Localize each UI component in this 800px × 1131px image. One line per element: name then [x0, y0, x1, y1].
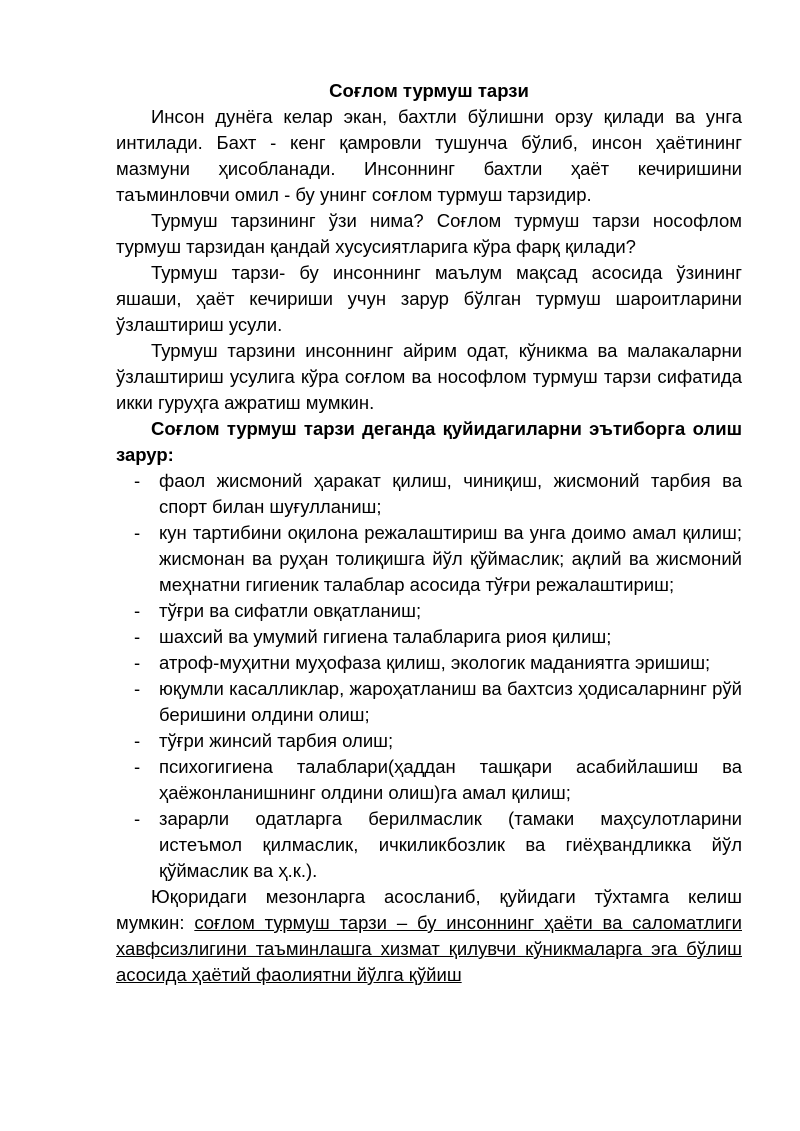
bullet-marker: -	[134, 678, 141, 699]
list-item-text: кун тартибини оқилона режалаштириш ва унга доимо амал қилиш; жисмонан ва руҳан толиқишга йўл қўймаслик; ақлий ва жисмоний меҳнатни гигиеник талаблар асосида тўғри режалаштириш;	[159, 522, 742, 595]
list-item-text: фаол жисмоний ҳаракат қилиш, чиниқиш, жисмоний тарбия ва спорт билан шуғулланиш;	[159, 470, 742, 517]
list-item-text: психогигиена талаблари(ҳаддан ташқари асабийлашиш ва ҳаёжонланишнинг олдини олиш)га амал қилиш;	[159, 756, 742, 803]
list-item	[116, 468, 742, 520]
list-item	[116, 754, 742, 806]
list-item	[116, 728, 742, 754]
paragraph-3: Турмуш тарзи- бу инсоннинг маълум мақсад асосида ўзининг яшаши, ҳаёт кечириши учун зарур бўлган турмуш шароитларини ўзлаштириш усули.	[116, 262, 742, 335]
list-item-text: тўғри жинсий тарбия олиш;	[159, 730, 394, 751]
list-item-text: атроф-муҳитни муҳофаза қилиш, экологик маданиятга эришиш;	[159, 652, 711, 673]
list-item-text: юқумли касалликлар, жароҳатланиш ва бахтсиз ҳодисаларнинг рўй беришини олдини олиш;	[159, 678, 742, 725]
bullet-marker: -	[134, 808, 141, 829]
list-item	[116, 520, 742, 598]
list-item	[116, 676, 742, 728]
bullet-marker: -	[134, 522, 141, 543]
bullet-list	[116, 468, 742, 884]
list-item-text: зарарли одатларга берилмаслик (тамаки маҳсулотларини истеъмол қилмаслик, ичкиликбозлик ва гиёҳвандликка йўл қўймаслик ва ҳ.к.).	[159, 808, 742, 881]
bullet-marker: -	[134, 470, 141, 491]
document-page	[116, 78, 742, 988]
bullet-marker: -	[134, 600, 141, 621]
document-title: Соғлом турмуш тарзи	[329, 80, 529, 101]
list-item	[116, 806, 742, 884]
paragraph-2: Турмуш тарзининг ўзи нима? Соғлом турмуш тарзи нософлом турмуш тарзидан қандай хусусиятларига кўра фарқ қилади?	[116, 210, 742, 257]
paragraph-1: Инсон дунёга келар экан, бахтли бўлишни орзу қилади ва унга интилади. Бахт - кенг қамровли тушунча бўлиб, инсон ҳаётининг мазмуни ҳисобланади. Инсоннинг бахтли ҳаёт кечиришини таъминловчи омил - бу унинг соғлом турмуш тарзидир.	[116, 106, 742, 205]
list-item	[116, 598, 742, 624]
list-item-text: шахсий ва умумий гигиена талабларига риоя қилиш;	[159, 626, 612, 647]
list-item	[116, 624, 742, 650]
bullet-marker: -	[134, 652, 141, 673]
conclusion-paragraph	[116, 884, 742, 988]
bullet-marker: -	[134, 626, 141, 647]
bullet-marker: -	[134, 730, 141, 751]
paragraph-4: Турмуш тарзини инсоннинг айрим одат, кўникма ва малакаларни ўзлаштириш усулига кўра соғлом ва нософлом турмуш тарзи сифатида икки гуруҳга ажратиш мумкин.	[116, 340, 742, 413]
conclusion-intro: Юқоридаги мезонларга асосланиб, қуйидаги тўхтамга келиш мумкин:	[116, 886, 742, 933]
conclusion-underlined: соғлом турмуш тарзи – бу инсоннинг ҳаёти ва саломатлиги хавфсизлигини таъминлашга хизмат қилувчи кўникмаларга эга бўлиш асосида ҳаётий фаолиятни йўлга қўйиш	[116, 912, 742, 985]
list-item	[116, 650, 742, 676]
bold-heading: Соғлом турмуш тарзи деганда қуйидагиларни эътиборга олиш зарур:	[116, 418, 742, 465]
list-item-text: тўғри ва сифатли овқатланиш;	[159, 600, 422, 621]
bullet-marker: -	[134, 756, 141, 777]
